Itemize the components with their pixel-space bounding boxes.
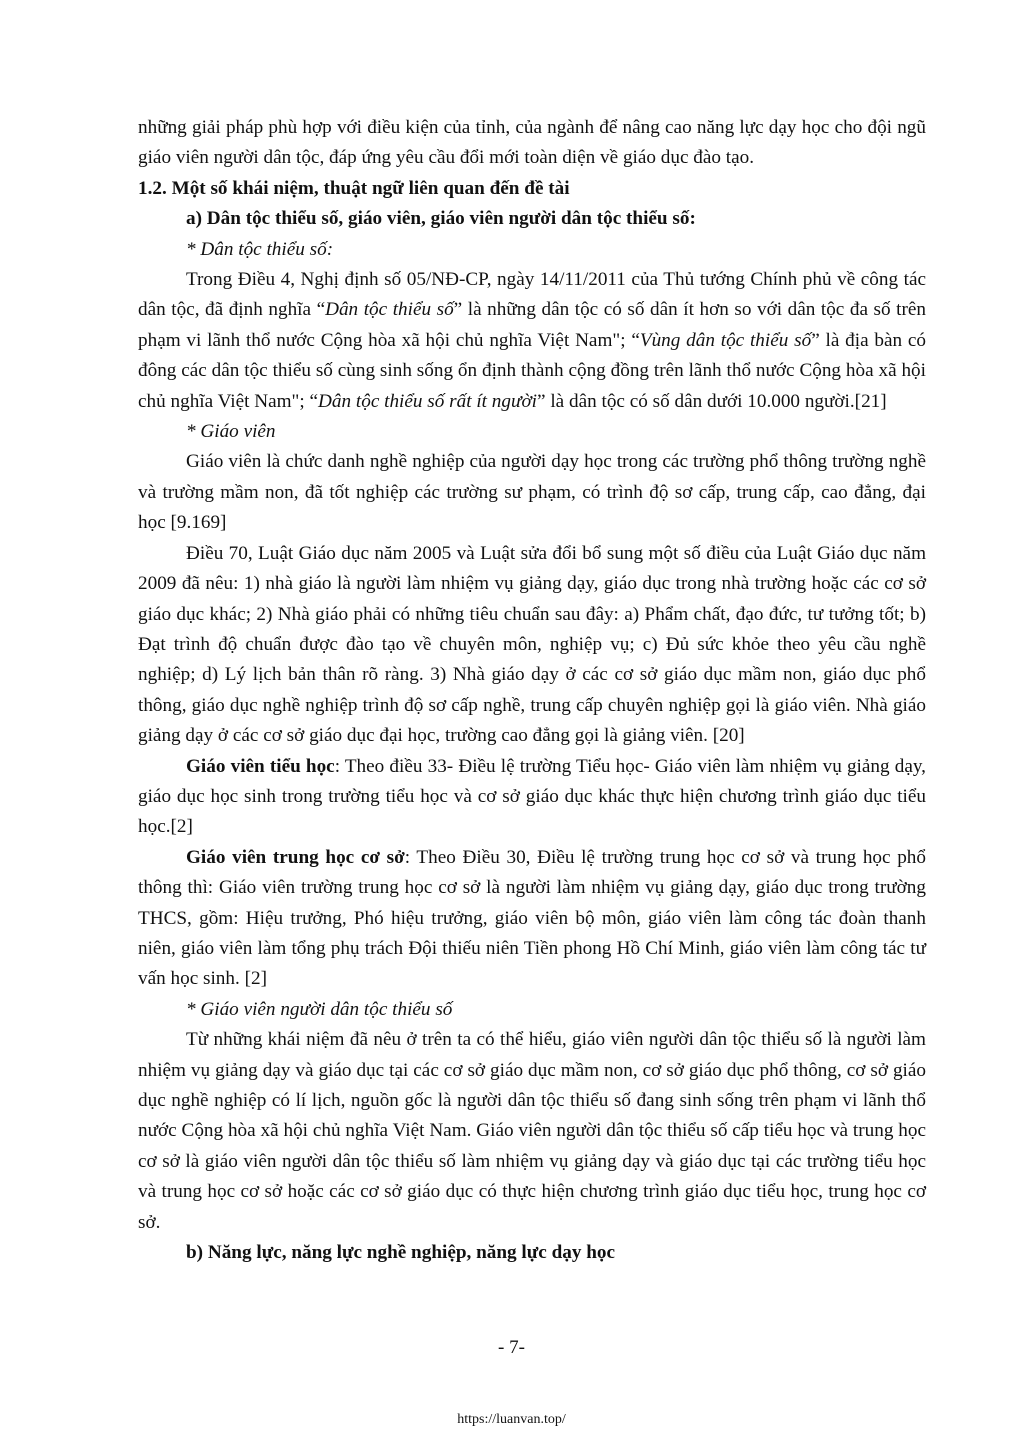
- bold-term: Giáo viên tiểu học: [186, 755, 335, 777]
- paragraph-giao-vien-definition: Giáo viên là chức danh nghề nghiệp của người dạy học trong các trường phổ thông trường nghề và trường mầm non, đã tốt nghiệp các trường sư phạm, có trình độ sơ cấp, trung cấp, cao đẳng, đại học [9.169]: [138, 451, 926, 534]
- paragraph-dan-toc-thieu-so: [138, 265, 926, 417]
- section-heading-1-2: 1.2. Một số khái niệm, thuật ngữ liên quan đến đề tài: [138, 177, 570, 199]
- paragraph-giao-vien-tieu-hoc: [138, 752, 926, 843]
- subheading-giao-vien-dtts: * Giáo viên người dân tộc thiểu số: [186, 998, 453, 1020]
- page-number: - 7-: [498, 1337, 525, 1358]
- italic-term: Dân tộc thiểu số: [325, 299, 454, 321]
- footer-url[interactable]: https://luanvan.top/: [457, 1412, 566, 1427]
- subsection-heading-a: a) Dân tộc thiểu số, giáo viên, giáo viên người dân tộc thiểu số:: [186, 208, 696, 230]
- text-run: Trong Điều 4, Nghị định số 05/NĐ-CP, ngày 14/11/2011 của Thủ tướng Chính phủ về công tác dân tộc, đã định nghĩa “: [138, 269, 926, 321]
- text-run: : Theo điều 33- Điều lệ trường Tiểu học- Giáo viên làm nhiệm vụ giảng dạy, giáo dục học sinh trong trường tiểu học và cơ sở giáo dục khác thực hiện chương trình giáo dục tiểu học.[2]: [138, 755, 926, 838]
- paragraph-intro: những giải pháp phù hợp với điều kiện của tỉnh, của ngành để nâng cao năng lực dạy học cho đội ngũ giáo viên người dân tộc, đáp ứng yêu cầu đổi mới toàn diện về giáo dục đào tạo.: [138, 117, 926, 169]
- text-run: ” là địa bàn có đông các dân tộc thiểu số cùng sinh sống ổn định thành cộng đồng trên lãnh thổ nước Cộng hòa xã hội chủ nghĩa Việt Nam"; “: [138, 329, 927, 412]
- subheading-giao-vien: * Giáo viên: [186, 421, 276, 443]
- bold-term: Giáo viên trung học cơ sở: [186, 846, 405, 868]
- subsection-heading-b: b) Năng lực, năng lực nghề nghiệp, năng lực dạy học: [186, 1242, 616, 1264]
- paragraph-giao-vien-thcs: [138, 843, 926, 995]
- text-run: ” là những dân tộc có số dân ít hơn so với dân tộc đa số trên phạm vi lãnh thổ nước Cộng hòa xã hội chủ nghĩa Việt Nam"; “: [138, 299, 926, 351]
- paragraph-giao-vien-dtts: Từ những khái niệm đã nêu ở trên ta có thể hiểu, giáo viên người dân tộc thiểu số là người làm nhiệm vụ giảng dạy và giáo dục tại các cơ sở giáo dục mầm non, cơ sở giáo dục phổ thông, cơ sở giáo dục nghề nghiệp có lí lịch, nguồn gốc là người dân tộc thiểu số đang sinh sống trên phạm vi lãnh thổ nước Cộng hòa xã hội chủ nghĩa Việt Nam. Giáo viên người dân tộc thiểu số cấp tiểu học và trung học cơ sở là giáo viên người dân tộc thiểu số làm nhiệm vụ giảng dạy và giáo dục tại các trường tiểu học và trung học cơ sở hoặc các cơ sở giáo dục có thực hiện chương trình giáo dục tiểu học, trung học cơ sở.: [138, 1029, 926, 1233]
- italic-term: Vùng dân tộc thiểu số: [639, 329, 812, 351]
- italic-term: Dân tộc thiểu số rất ít người: [318, 390, 538, 412]
- text-run: : Theo Điều 30, Điều lệ trường trung học cơ sở và trung học phổ thông thì: Giáo viên trường trung học cơ sở là người làm nhiệm vụ giảng dạy, giáo dục trong trường THCS, gồm: Hiệu trưởng, Phó hiệu trưởng, giáo viên bộ môn, giáo viên làm công tác đoàn thanh niên, giáo viên làm tổng phụ trách Đội thiếu niên Tiền phong Hồ Chí Minh, giáo viên làm công tác tư vấn học sinh. [2]: [138, 846, 926, 990]
- paragraph-luat-giao-duc: Điều 70, Luật Giáo dục năm 2005 và Luật sửa đổi bổ sung một số điều của Luật Giáo dục năm 2009 đã nêu: 1) nhà giáo là người làm nhiệm vụ giảng dạy, giáo dục trong nhà trường hoặc các cơ sở giáo dục khác; 2) Nhà giáo phải có những tiêu chuẩn sau đây: a) Phẩm chất, đạo đức, tư tưởng tốt; b) Đạt trình độ chuẩn được đào tạo về chuyên môn, nghiệp vụ; c) Đủ sức khỏe theo yêu cầu nghề nghiệp; d) Lý lịch bản thân rõ ràng. 3) Nhà giáo dạy ở các cơ sở giáo dục mầm non, giáo dục phổ thông, giáo dục nghề nghiệp trình độ sơ cấp nghề, trung cấp chuyên nghiệp gọi là giáo viên. Nhà giáo giảng dạy ở các cơ sở giáo dục đại học, trường cao đẳng gọi là giảng viên. [20]: [138, 542, 926, 747]
- page-content: [138, 113, 926, 1268]
- subheading-dan-toc-thieu-so: * Dân tộc thiểu số:: [186, 238, 334, 260]
- text-run: ” là dân tộc có số dân dưới 10.000 người.[21]: [537, 390, 887, 412]
